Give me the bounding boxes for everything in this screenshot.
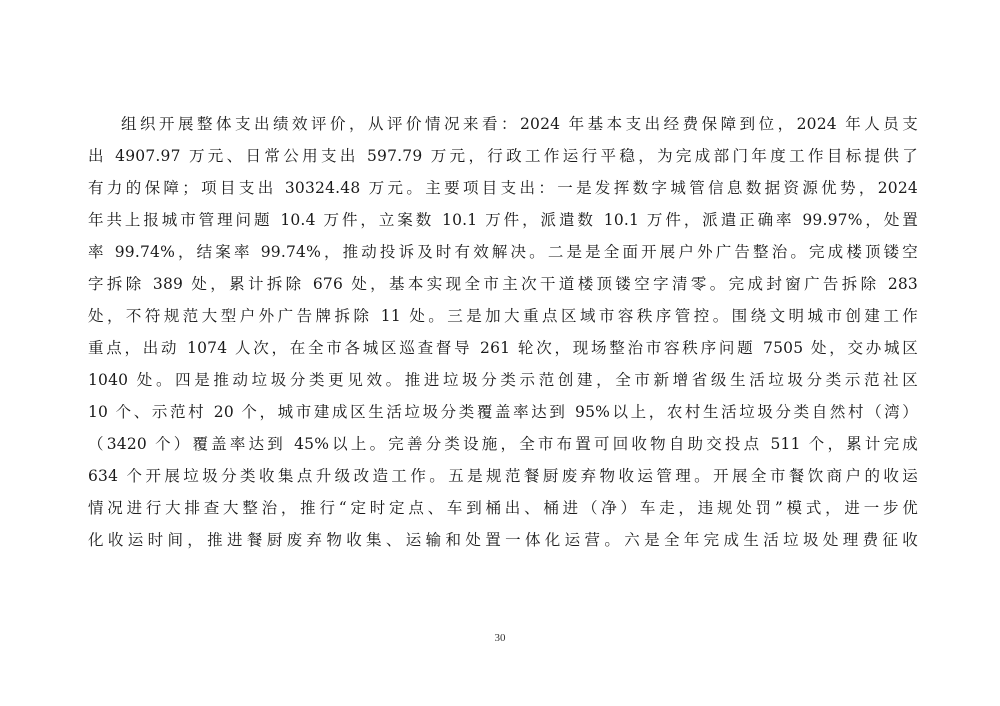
body-paragraph	[88, 108, 918, 556]
paragraph-line: 字拆除 389 处，累计拆除 676 处，基本实现全市主次干道楼顶镂空字清零。完成封窗广告拆除 283	[88, 275, 918, 293]
paragraph-line: 处，不符规范大型户外广告牌拆除 11 处。三是加大重点区域市容秩序管控。围绕文明城市创建工作	[88, 307, 918, 325]
paragraph-line: 情况进行大排查大整治，推行“定时定点、车到桶出、桶进（净）车走，违规处罚”模式，进一步优	[88, 499, 918, 517]
paragraph-line: 有力的保障；项目支出 30324.48 万元。主要项目支出：一是发挥数字城管信息数据资源优势，2024	[88, 179, 918, 197]
paragraph-line: 组织开展整体支出绩效评价，从评价情况来看：2024 年基本支出经费保障到位，2024 年人员支	[121, 115, 918, 133]
paragraph-line: 出 4907.97 万元、日常公用支出 597.79 万元，行政工作运行平稳，为完成部门年度工作目标提供了	[88, 147, 918, 165]
paragraph-line: 1040 处。四是推动垃圾分类更见效。推进垃圾分类示范创建，全市新增省级生活垃圾分类示范社区	[88, 371, 918, 389]
paragraph-line: 10 个、示范村 20 个，城市建成区生活垃圾分类覆盖率达到 95%以上，农村生活垃圾分类自然村（湾）	[88, 403, 918, 421]
paragraph-line: 年共上报城市管理问题 10.4 万件，立案数 10.1 万件，派遣数 10.1 万件，派遣正确率 99.97%，处置	[88, 211, 918, 229]
page-number: 30	[494, 632, 506, 644]
paragraph-line: 率 99.74%，结案率 99.74%，推动投诉及时有效解决。二是是全面开展户外广告整治。完成楼顶镂空	[88, 243, 918, 261]
paragraph-line: 634 个开展垃圾分类收集点升级改造工作。五是规范餐厨废弃物收运管理。开展全市餐饮商户的收运	[88, 467, 918, 485]
paragraph-line: 重点，出动 1074 人次，在全市各城区巡查督导 261 轮次，现场整治市容秩序问题 7505 处，交办城区	[88, 339, 918, 357]
paragraph-line: （3420 个）覆盖率达到 45%以上。完善分类设施，全市布置可回收物自助交投点 511 个，累计完成	[88, 435, 918, 453]
paragraph-line: 化收运时间，推进餐厨废弃物收集、运输和处置一体化运营。六是全年完成生活垃圾处理费征收	[88, 531, 918, 549]
